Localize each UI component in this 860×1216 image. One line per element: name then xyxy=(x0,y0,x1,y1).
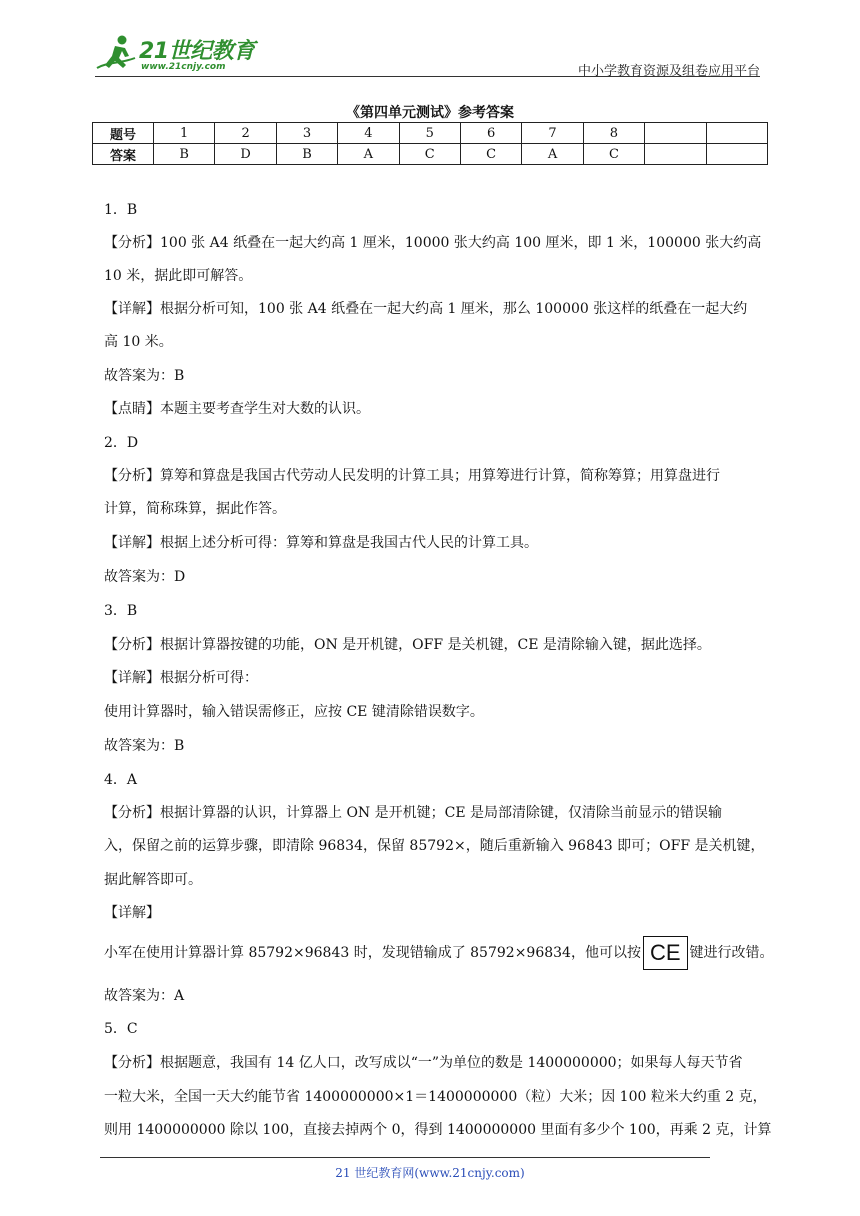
text-line: 10 米，据此即可解答。 xyxy=(104,268,253,284)
table-cell: 4 xyxy=(338,123,399,144)
runner-logo-icon xyxy=(95,34,137,74)
text-line: 【分析】根据计算器按键的功能，ON 是开机键，OFF 是关机键，CE 是清除输入键，据此选择。 xyxy=(104,637,711,653)
table-row xyxy=(93,123,768,144)
text-line: 计算，简称珠算，据此作答。 xyxy=(104,501,286,517)
platform-label: 中小学教育资源及组卷应用平台 xyxy=(577,64,760,79)
header-divider xyxy=(95,76,760,77)
table-cell: B xyxy=(276,144,337,165)
text-line: 【分析】100 张 A4 纸叠在一起大约高 1 厘米，10000 张大约高 100 厘米，即 1 米，100000 张大约高 xyxy=(104,235,762,251)
text-line: 故答案为：B xyxy=(104,368,185,384)
logo-domain: www.21cnjy.com xyxy=(141,62,226,72)
text-line: 4．A xyxy=(104,772,138,788)
table-cell: 3 xyxy=(276,123,337,144)
table-cell: 1 xyxy=(154,123,215,144)
table-cell: 2 xyxy=(215,123,276,144)
table-cell: 6 xyxy=(460,123,521,144)
logo xyxy=(95,30,260,78)
text-line: 1．B xyxy=(104,202,138,218)
text-line: 【详解】根据分析可得： xyxy=(104,670,258,686)
text-line: 则用 1400000000 除以 100，直接去掉两个 0，得到 1400000000 里面有多少个 100，再乘 2 克，计算 xyxy=(104,1122,772,1138)
text-line: 故答案为：B xyxy=(104,738,185,754)
ce-instruction-line xyxy=(104,936,774,970)
text-line: 5．C xyxy=(104,1021,138,1037)
answer-table xyxy=(92,122,768,165)
text-line: 【详解】根据分析可知，100 张 A4 纸叠在一起大约高 1 厘米，那么 100000 张这样的纸叠在一起大约 xyxy=(104,301,748,317)
table-cell: 8 xyxy=(583,123,644,144)
row-label-answer: 答案 xyxy=(93,144,154,165)
table-cell: D xyxy=(215,144,276,165)
text-line: 【分析】根据题意，我国有 14 亿人口，改写成以“一”为单位的数是 1400000000；如果每人每天节省 xyxy=(104,1055,743,1071)
text-line: 入，保留之前的运算步骤，即清除 96834，保留 85792×，随后重新输入 96843 即可；OFF 是关机键， xyxy=(104,838,765,854)
table-cell: A xyxy=(338,144,399,165)
text-line: 高 10 米。 xyxy=(104,334,173,350)
text-span: 小军在使用计算器计算 85792×96843 时，发现错输成了 85792×96834，他可以按 xyxy=(104,945,641,961)
text-line: 【详解】 xyxy=(104,905,160,921)
text-line: 【点睛】本题主要考查学生对大数的认识。 xyxy=(104,401,370,417)
table-cell xyxy=(645,123,706,144)
logo-brand: 21世纪教育 xyxy=(139,39,255,64)
table-cell xyxy=(706,123,767,144)
table-cell xyxy=(645,144,706,165)
text-span: 键进行改错。 xyxy=(689,945,774,961)
text-line: 一粒大米，全国一天大约能节省 1400000000×1＝1400000000（粒）大米；因 100 粒米大约重 2 克， xyxy=(104,1089,767,1105)
text-line: 【分析】根据计算器的认识，计算器上 ON 是开机键；CE 是局部清除键，仅清除当前显示的错误输 xyxy=(104,805,723,821)
text-line: 故答案为：A xyxy=(104,988,185,1004)
table-row xyxy=(93,144,768,165)
table-cell: C xyxy=(399,144,460,165)
page-header xyxy=(95,30,760,80)
text-line: 使用计算器时，输入错误需修正，应按 CE 键清除错误数字。 xyxy=(104,704,484,720)
table-cell: 7 xyxy=(522,123,583,144)
text-line: 据此解答即可。 xyxy=(104,872,202,888)
table-cell: C xyxy=(460,144,521,165)
table-cell: B xyxy=(154,144,215,165)
table-cell: C xyxy=(583,144,644,165)
text-line: 2．D xyxy=(104,435,139,451)
text-line: 3．B xyxy=(104,603,138,619)
text-line: 故答案为：D xyxy=(104,569,186,585)
document-title: 《第四单元测试》参考答案 xyxy=(346,105,514,121)
table-cell: A xyxy=(522,144,583,165)
table-cell: 5 xyxy=(399,123,460,144)
text-line: 【详解】根据上述分析可得：算筹和算盘是我国古代人民的计算工具。 xyxy=(104,535,538,551)
footer-divider xyxy=(100,1157,710,1158)
table-cell xyxy=(706,144,767,165)
ce-key-icon: CE xyxy=(643,936,688,970)
row-label-number: 题号 xyxy=(93,123,154,144)
footer-link[interactable]: 21 世纪教育网(www.21cnjy.com) xyxy=(335,1166,525,1180)
text-line: 【分析】算筹和算盘是我国古代劳动人民发明的计算工具；用算筹进行计算，简称筹算；用算盘进行 xyxy=(104,468,720,484)
